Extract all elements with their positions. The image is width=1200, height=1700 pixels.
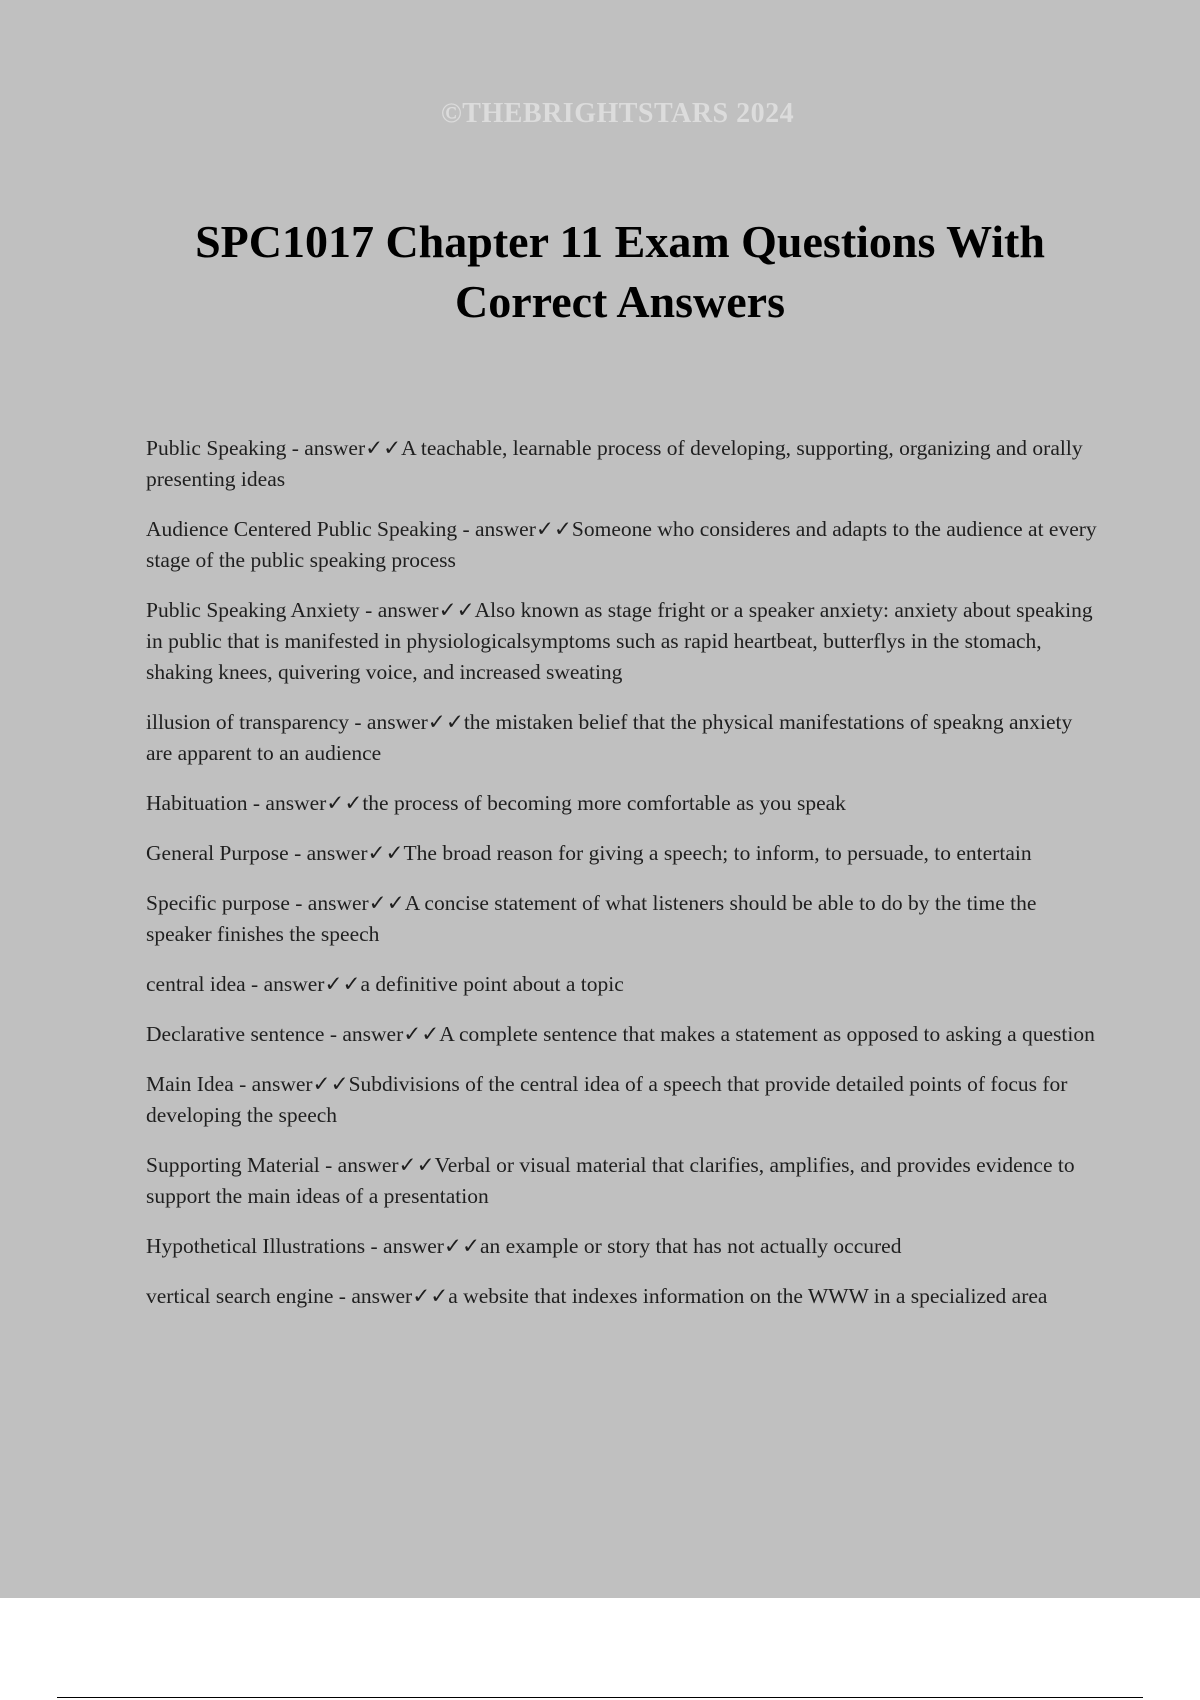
entry-central-idea: central idea - answer✓✓a definitive point about a topic: [146, 972, 624, 996]
footer-divider: [57, 1697, 1143, 1698]
watermark: ©THEBRIGHTSTARS 2024: [440, 98, 795, 129]
entry-audience-centered-public-speaking: Audience Centered Public Speaking - answer✓✓Someone who consideres and adapts to the audience at every stage of the public speaking process: [146, 517, 1097, 572]
entry-habituation: Habituation - answer✓✓the process of becoming more comfortable as you speak: [146, 791, 846, 815]
entry-main-idea: Main Idea - answer✓✓Subdivisions of the central idea of a speech that provide detailed points of focus for developing the speech: [146, 1072, 1068, 1127]
entry-supporting-material: Supporting Material - answer✓✓Verbal or visual material that clarifies, amplifies, and provides evidence to support the main ideas of a presentation: [146, 1153, 1075, 1208]
entry-general-purpose: General Purpose - answer✓✓The broad reason for giving a speech; to inform, to persuade, to entertain: [146, 841, 1032, 865]
entry-declarative-sentence: Declarative sentence - answer✓✓A complete sentence that makes a statement as opposed to asking a question: [146, 1022, 1095, 1046]
entry-public-speaking: Public Speaking - answer✓✓A teachable, learnable process of developing, supporting, organizing and orally presenting ideas: [146, 436, 1083, 491]
entry-public-speaking-anxiety: Public Speaking Anxiety - answer✓✓Also known as stage fright or a speaker anxiety: anxiety about speaking in public that is manifested in physiologicalsymptoms such as rapid heartbeat, butterflys in the stomach, shaking knees, quivering voice, and increased sweating: [146, 598, 1093, 684]
entry-vertical-search-engine: vertical search engine - answer✓✓a website that indexes information on the WWW in a specialized area: [146, 1284, 1048, 1308]
entry-specific-purpose: Specific purpose - answer✓✓A concise statement of what listeners should be able to do by the time the speaker finishes the speech: [146, 891, 1037, 946]
entry-hypothetical-illustrations: Hypothetical Illustrations - answer✓✓an example or story that has not actually occured: [146, 1234, 902, 1258]
entry-list: [146, 433, 1101, 1331]
entry-illusion-of-transparency: illusion of transparency - answer✓✓the mistaken belief that the physical manifestations of speakng anxiety are apparent to an audience: [146, 710, 1073, 765]
document-title: SPC1017 Chapter 11 Exam Questions With Correct Answers: [195, 216, 1045, 327]
